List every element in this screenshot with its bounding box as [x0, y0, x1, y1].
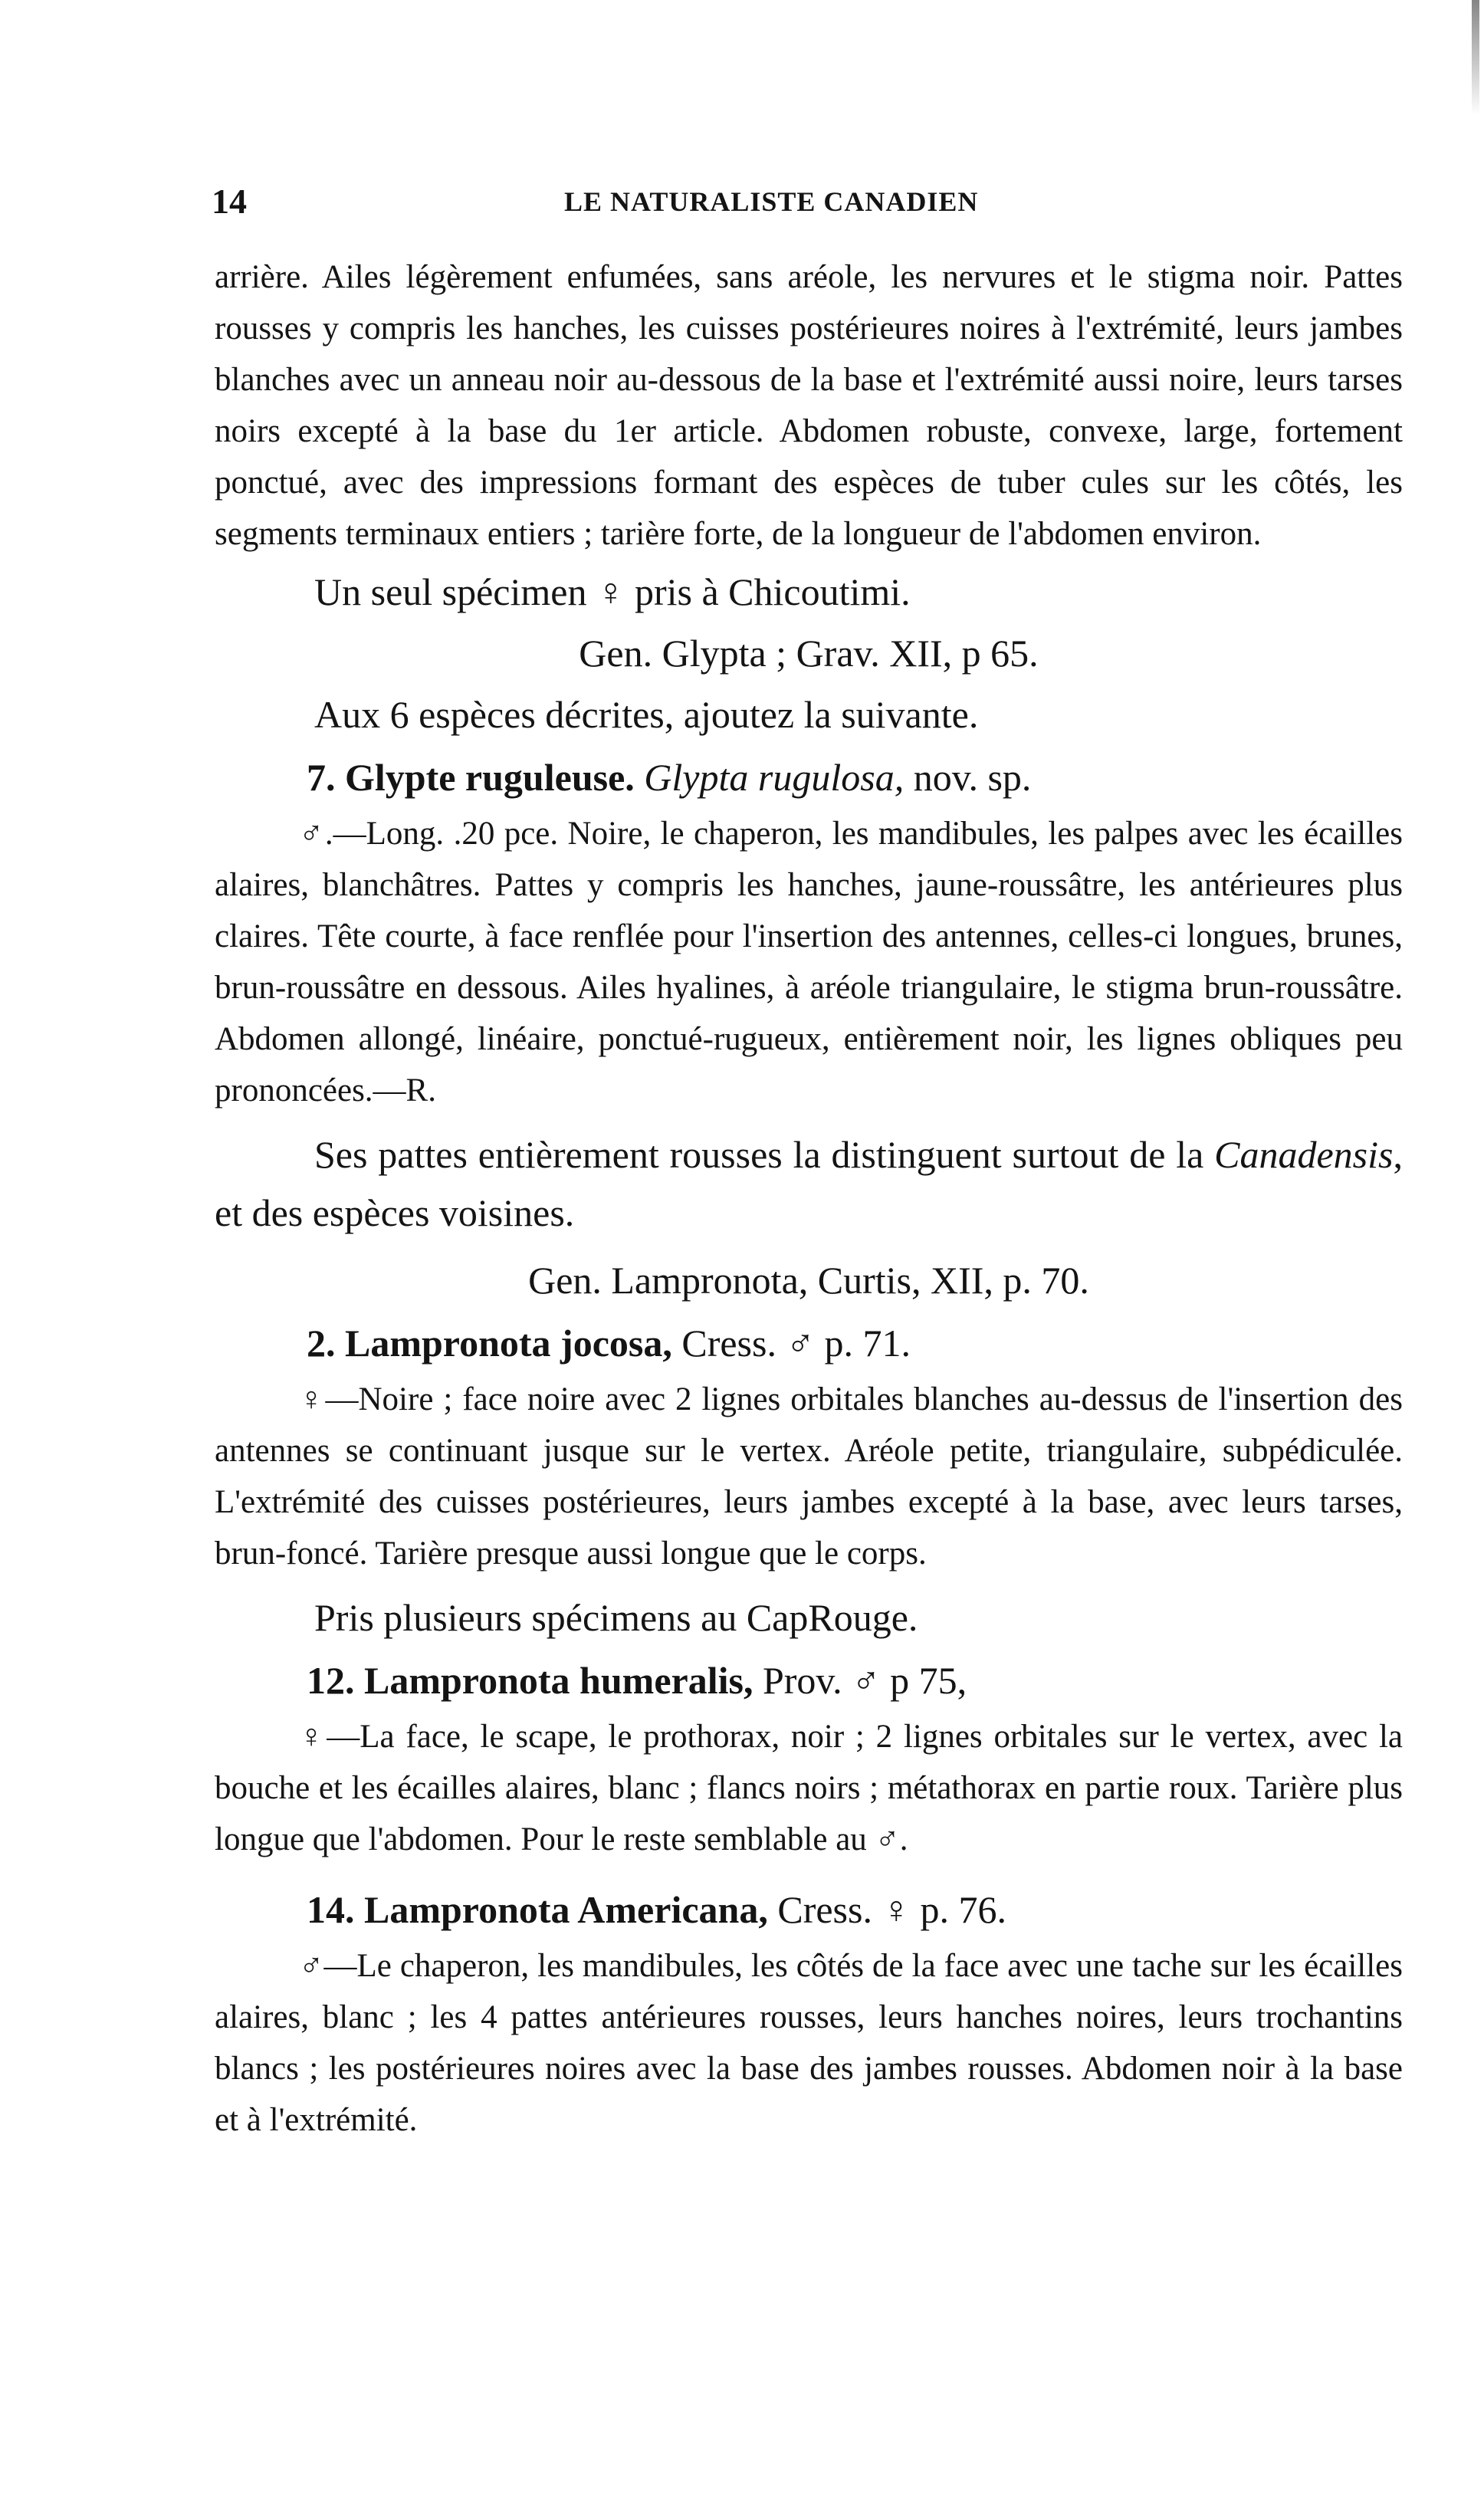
- paragraph-caprouge-note: Pris plusieurs spécimens au CapRouge.: [314, 1596, 918, 1639]
- page-body: [215, 251, 1403, 2146]
- species-name: Glypte ruguleuse.: [345, 756, 635, 799]
- paragraph-add-species: Aux 6 espèces décrites, ajoutez la suivante.: [314, 693, 979, 736]
- paragraph-description-continued: arrière. Ailes légèrement enfumées, sans aréole, les nervures et le stigma noir. Pattes rousses y compris les hanches, les cuisses postérieures noires à l'extrémité, leurs jambes blanches avec un anneau noir au-dessous de la base et l'extrémité aussi noire, leurs tarses noirs excepté à la base du 1er article. Abdomen robuste, convexe, large, fortement ponctué, avec des impressions formant des espèces de tuber cules sur les côtés, les segments terminaux entiers ; tarière forte, de la longueur de l'abdomen environ.: [215, 259, 1403, 552]
- genus-heading-glypta: Gen. Glypta ; Grav. XII, p 65.: [579, 632, 1039, 675]
- distinction-species-canadensis: Canadensis: [1214, 1133, 1394, 1176]
- species-name: Lampronota humeralis,: [364, 1659, 753, 1702]
- species-heading-lampronota-humeralis: [215, 1650, 1403, 1711]
- distinction-text-end: , et des espèces voisines.: [215, 1133, 1403, 1234]
- species-name: Lampronota Americana,: [364, 1888, 768, 1931]
- species-heading-glypta-rugulosa: [215, 747, 1403, 808]
- species-authority: Cress. ♂ p. 71.: [681, 1322, 911, 1365]
- species-authority: Prov. ♂ p 75,: [762, 1659, 967, 1702]
- species-number: 2.: [307, 1322, 336, 1365]
- genus-heading-lampronota: Gen. Lampronota, Curtis, XII, p. 70.: [528, 1259, 1089, 1302]
- paragraph-lampronota-americana-description: ♂—Le chaperon, les mandibules, les côtés de la face avec une tache sur les écailles alaires, blanc ; les 4 pattes antérieures rousses, leurs hanches noires, leurs trochantins blancs ; les postérieures noires avec la base des jambes rousses. Abdomen noir à la base et à l'extrémité.: [215, 1948, 1403, 2138]
- species-latin-name: Glypta rugulosa,: [644, 756, 905, 799]
- species-number: 7.: [307, 756, 336, 799]
- page-number: 14: [212, 182, 247, 221]
- species-heading-lampronota-americana: [215, 1879, 1403, 1940]
- paragraph-distinction: [215, 1125, 1403, 1242]
- paragraph-glypta-rugulosa-description: ♂.—Long. .20 pce. Noire, le chaperon, les mandibules, les palpes avec les écailles alaires, blanchâtres. Pattes y compris les hanches, jaune-roussâtre, les antérieures plus claires. Tête courte, à face renflée pour l'insertion des antennes, celles-ci longues, brunes, brun-roussâtre en dessous. Ailes hyalines, à aréole triangulaire, le stigma brun-roussâtre. Abdomen allongé, linéaire, ponctué-rugueux, entièrement noir, les lignes obliques peu prononcées.—R.: [215, 816, 1403, 1108]
- species-heading-lampronota-jocosa: [215, 1312, 1403, 1374]
- paragraph-specimen-note: Un seul spécimen ♀ pris à Chicoutimi.: [314, 570, 911, 613]
- paragraph-lampronota-jocosa-description: ♀—Noire ; face noire avec 2 lignes orbitales blanches au-dessus de l'insertion des antennes se continuant jusque sur le vertex. Aréole petite, triangulaire, subpédiculée. L'extrémité des cuisses postérieures, leurs jambes excepté à la base, avec leurs tarses, brun-foncé. Tarière presque aussi longue que le corps.: [215, 1381, 1403, 1572]
- species-authority: nov. sp.: [913, 756, 1032, 799]
- species-number: 12.: [307, 1659, 355, 1702]
- species-name: Lampronota jocosa,: [345, 1322, 672, 1365]
- paragraph-lampronota-humeralis-description: ♀—La face, le scape, le prothorax, noir ; 2 lignes orbitales sur le vertex, avec la bouche et les écailles alaires, blanc ; flancs noirs ; métathorax en partie roux. Tarière plus longue que l'abdomen. Pour le reste semblable au ♂.: [215, 1719, 1403, 1857]
- running-title: LE NATURALISTE CANADIEN: [564, 186, 979, 217]
- species-authority: Cress. ♀ p. 76.: [777, 1888, 1006, 1931]
- page-header: [212, 181, 1055, 227]
- species-number: 14.: [307, 1888, 355, 1931]
- distinction-text-start: Ses pattes entièrement rousses la distinguent surtout de la: [314, 1133, 1215, 1176]
- scan-edge-mark: [1472, 0, 1479, 115]
